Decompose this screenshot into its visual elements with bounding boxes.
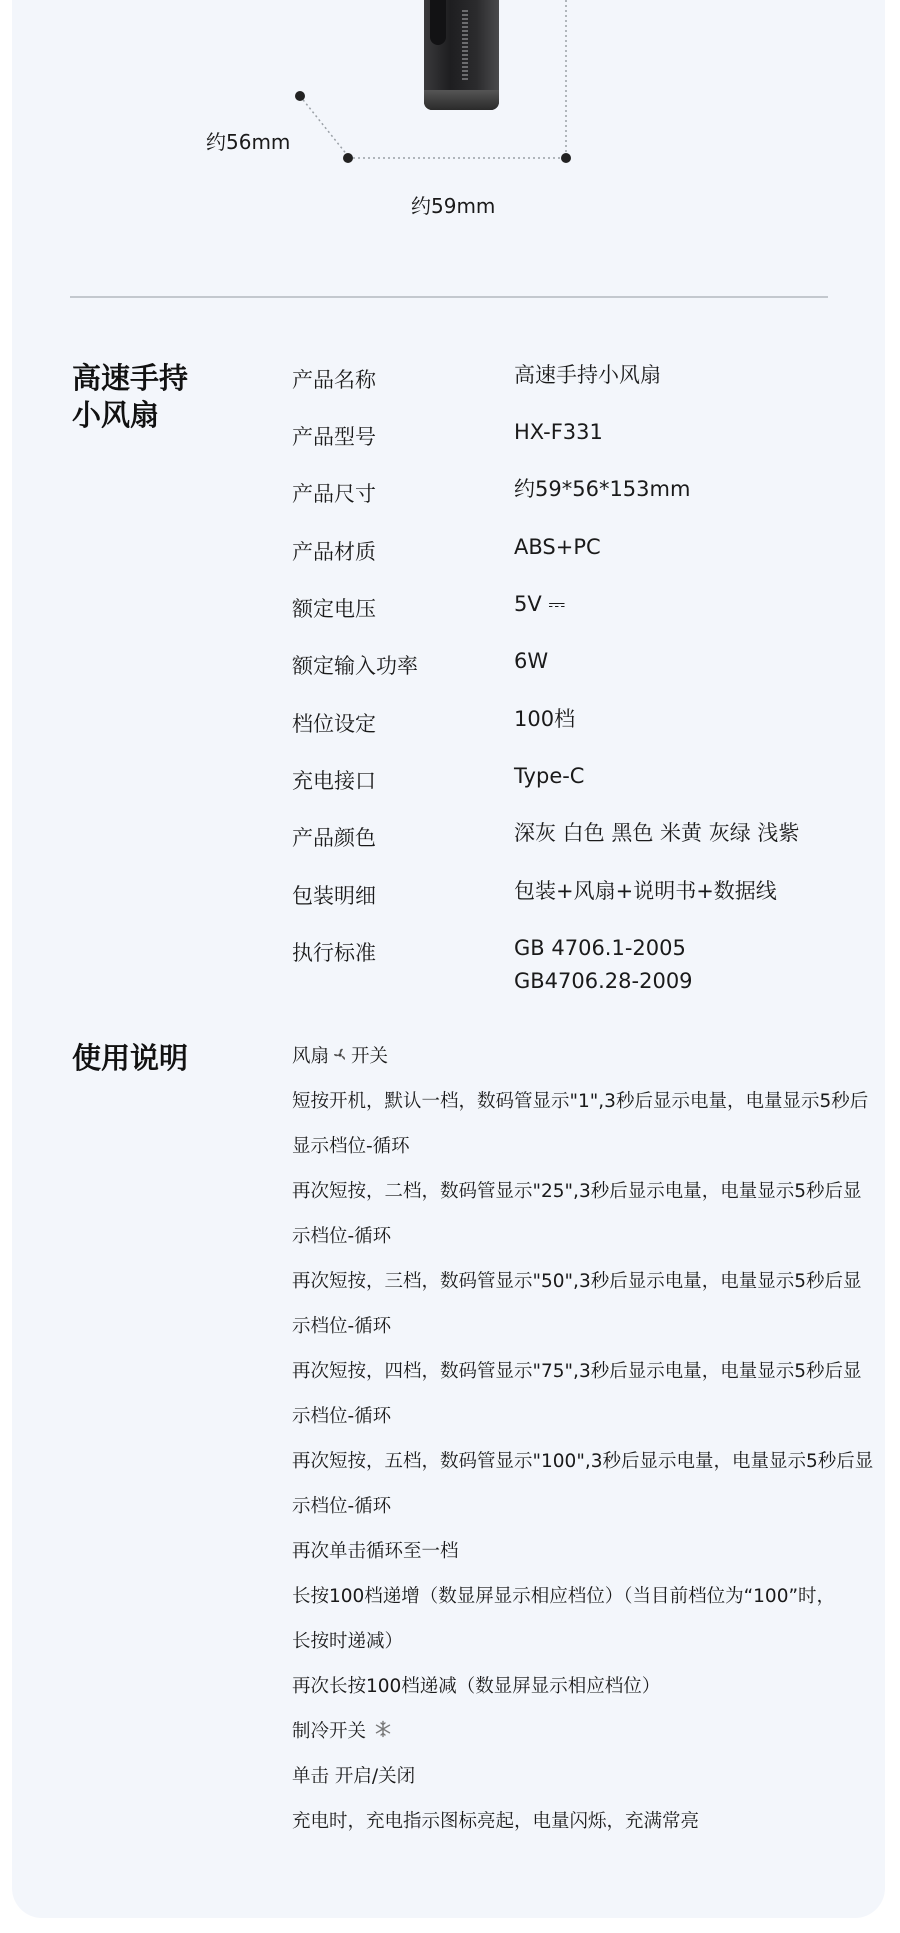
spec-value: 100档 bbox=[514, 707, 576, 731]
content-card bbox=[12, 0, 885, 1918]
fan-icon bbox=[332, 1035, 348, 1080]
spec-title-line1: 高速手持 bbox=[72, 361, 189, 395]
cooling-switch-label: 制冷开关 bbox=[292, 1721, 367, 1742]
instruction-line: 显示档位-循环 bbox=[292, 1136, 410, 1157]
instruction-line: 再次短按，四档，数码管显示"75",3秒后显示电量，电量显示5秒后显 bbox=[292, 1361, 862, 1382]
instruction-line: 再次短按，三档，数码管显示"50",3秒后显示电量，电量显示5秒后显 bbox=[292, 1271, 862, 1292]
spec-value: GB 4706.1-2005 GB4706.28-2009 bbox=[514, 936, 693, 993]
cooling-switch-line bbox=[292, 1709, 852, 1754]
section-divider bbox=[70, 296, 828, 298]
instruction-line: 再次短按，五档，数码管显示"100",3秒后显示电量，电量显示5秒后显 bbox=[292, 1451, 874, 1472]
instruction-line: 再次长按100档递减（数显屏显示相应档位） bbox=[292, 1676, 661, 1697]
width-dimension-label: 约59mm bbox=[411, 194, 496, 218]
spec-value: 包装+风扇+说明书+数据线 bbox=[514, 879, 777, 903]
instruction-line: 示档位-循环 bbox=[292, 1316, 392, 1337]
fan-switch-prefix: 风扇 bbox=[292, 1046, 330, 1067]
instruction-line: 示档位-循环 bbox=[292, 1226, 392, 1247]
instruction-line: 长按100档递增（数显屏显示相应档位）（当目前档位为“100”时， bbox=[292, 1586, 836, 1607]
usage-section-title: 使用说明 bbox=[72, 1041, 189, 1075]
spec-label: 产品尺寸 bbox=[292, 482, 376, 506]
spec-label: 包装明细 bbox=[292, 884, 376, 908]
spec-value: ABS+PC bbox=[514, 535, 601, 559]
instruction-line: 示档位-循环 bbox=[292, 1406, 392, 1427]
spec-label: 产品型号 bbox=[292, 425, 376, 449]
spec-value: 5V ⎓ bbox=[514, 592, 566, 616]
instruction-line: 再次单击循环至一档 bbox=[292, 1541, 459, 1562]
spec-section-title bbox=[72, 360, 188, 434]
depth-dimension-label: 约56mm bbox=[206, 130, 291, 154]
cooling-action-line: 单击 开启/关闭 bbox=[292, 1766, 416, 1787]
instruction-line: 示档位-循环 bbox=[292, 1496, 392, 1517]
spec-value: 高速手持小风扇 bbox=[514, 363, 661, 387]
spec-title-line2: 小风扇 bbox=[72, 398, 160, 432]
dimension-lines bbox=[12, 0, 885, 260]
spec-value: 约59*56*153mm bbox=[514, 477, 691, 501]
fan-switch-suffix: 开关 bbox=[351, 1046, 389, 1067]
spec-value: HX-F331 bbox=[514, 420, 603, 444]
spec-label: 产品名称 bbox=[292, 368, 376, 392]
spec-label: 执行标准 bbox=[292, 941, 376, 965]
spec-label: 产品颜色 bbox=[292, 826, 376, 850]
snowflake-icon bbox=[374, 1710, 392, 1755]
product-dimension-figure bbox=[12, 0, 885, 260]
instruction-line: 长按时递减） bbox=[292, 1631, 404, 1652]
spec-label: 充电接口 bbox=[292, 769, 376, 793]
charging-note-line: 充电时，充电指示图标亮起，电量闪烁，充满常亮 bbox=[292, 1811, 700, 1832]
instruction-line: 短按开机，默认一档，数码管显示"1",3秒后显示电量，电量显示5秒后 bbox=[292, 1091, 869, 1112]
spec-label: 产品材质 bbox=[292, 540, 376, 564]
spec-value: Type-C bbox=[514, 764, 585, 788]
spec-value: 6W bbox=[514, 649, 549, 673]
spec-label: 额定电压 bbox=[292, 597, 376, 621]
spec-label: 档位设定 bbox=[292, 712, 376, 736]
usage-instructions bbox=[292, 1034, 874, 1844]
spec-value: 深灰 白色 黑色 米黄 灰绿 浅紫 bbox=[514, 821, 800, 845]
instruction-line: 再次短按，二档，数码管显示"25",3秒后显示电量，电量显示5秒后显 bbox=[292, 1181, 862, 1202]
fan-switch-line bbox=[292, 1034, 852, 1079]
spec-label: 额定输入功率 bbox=[292, 654, 418, 678]
